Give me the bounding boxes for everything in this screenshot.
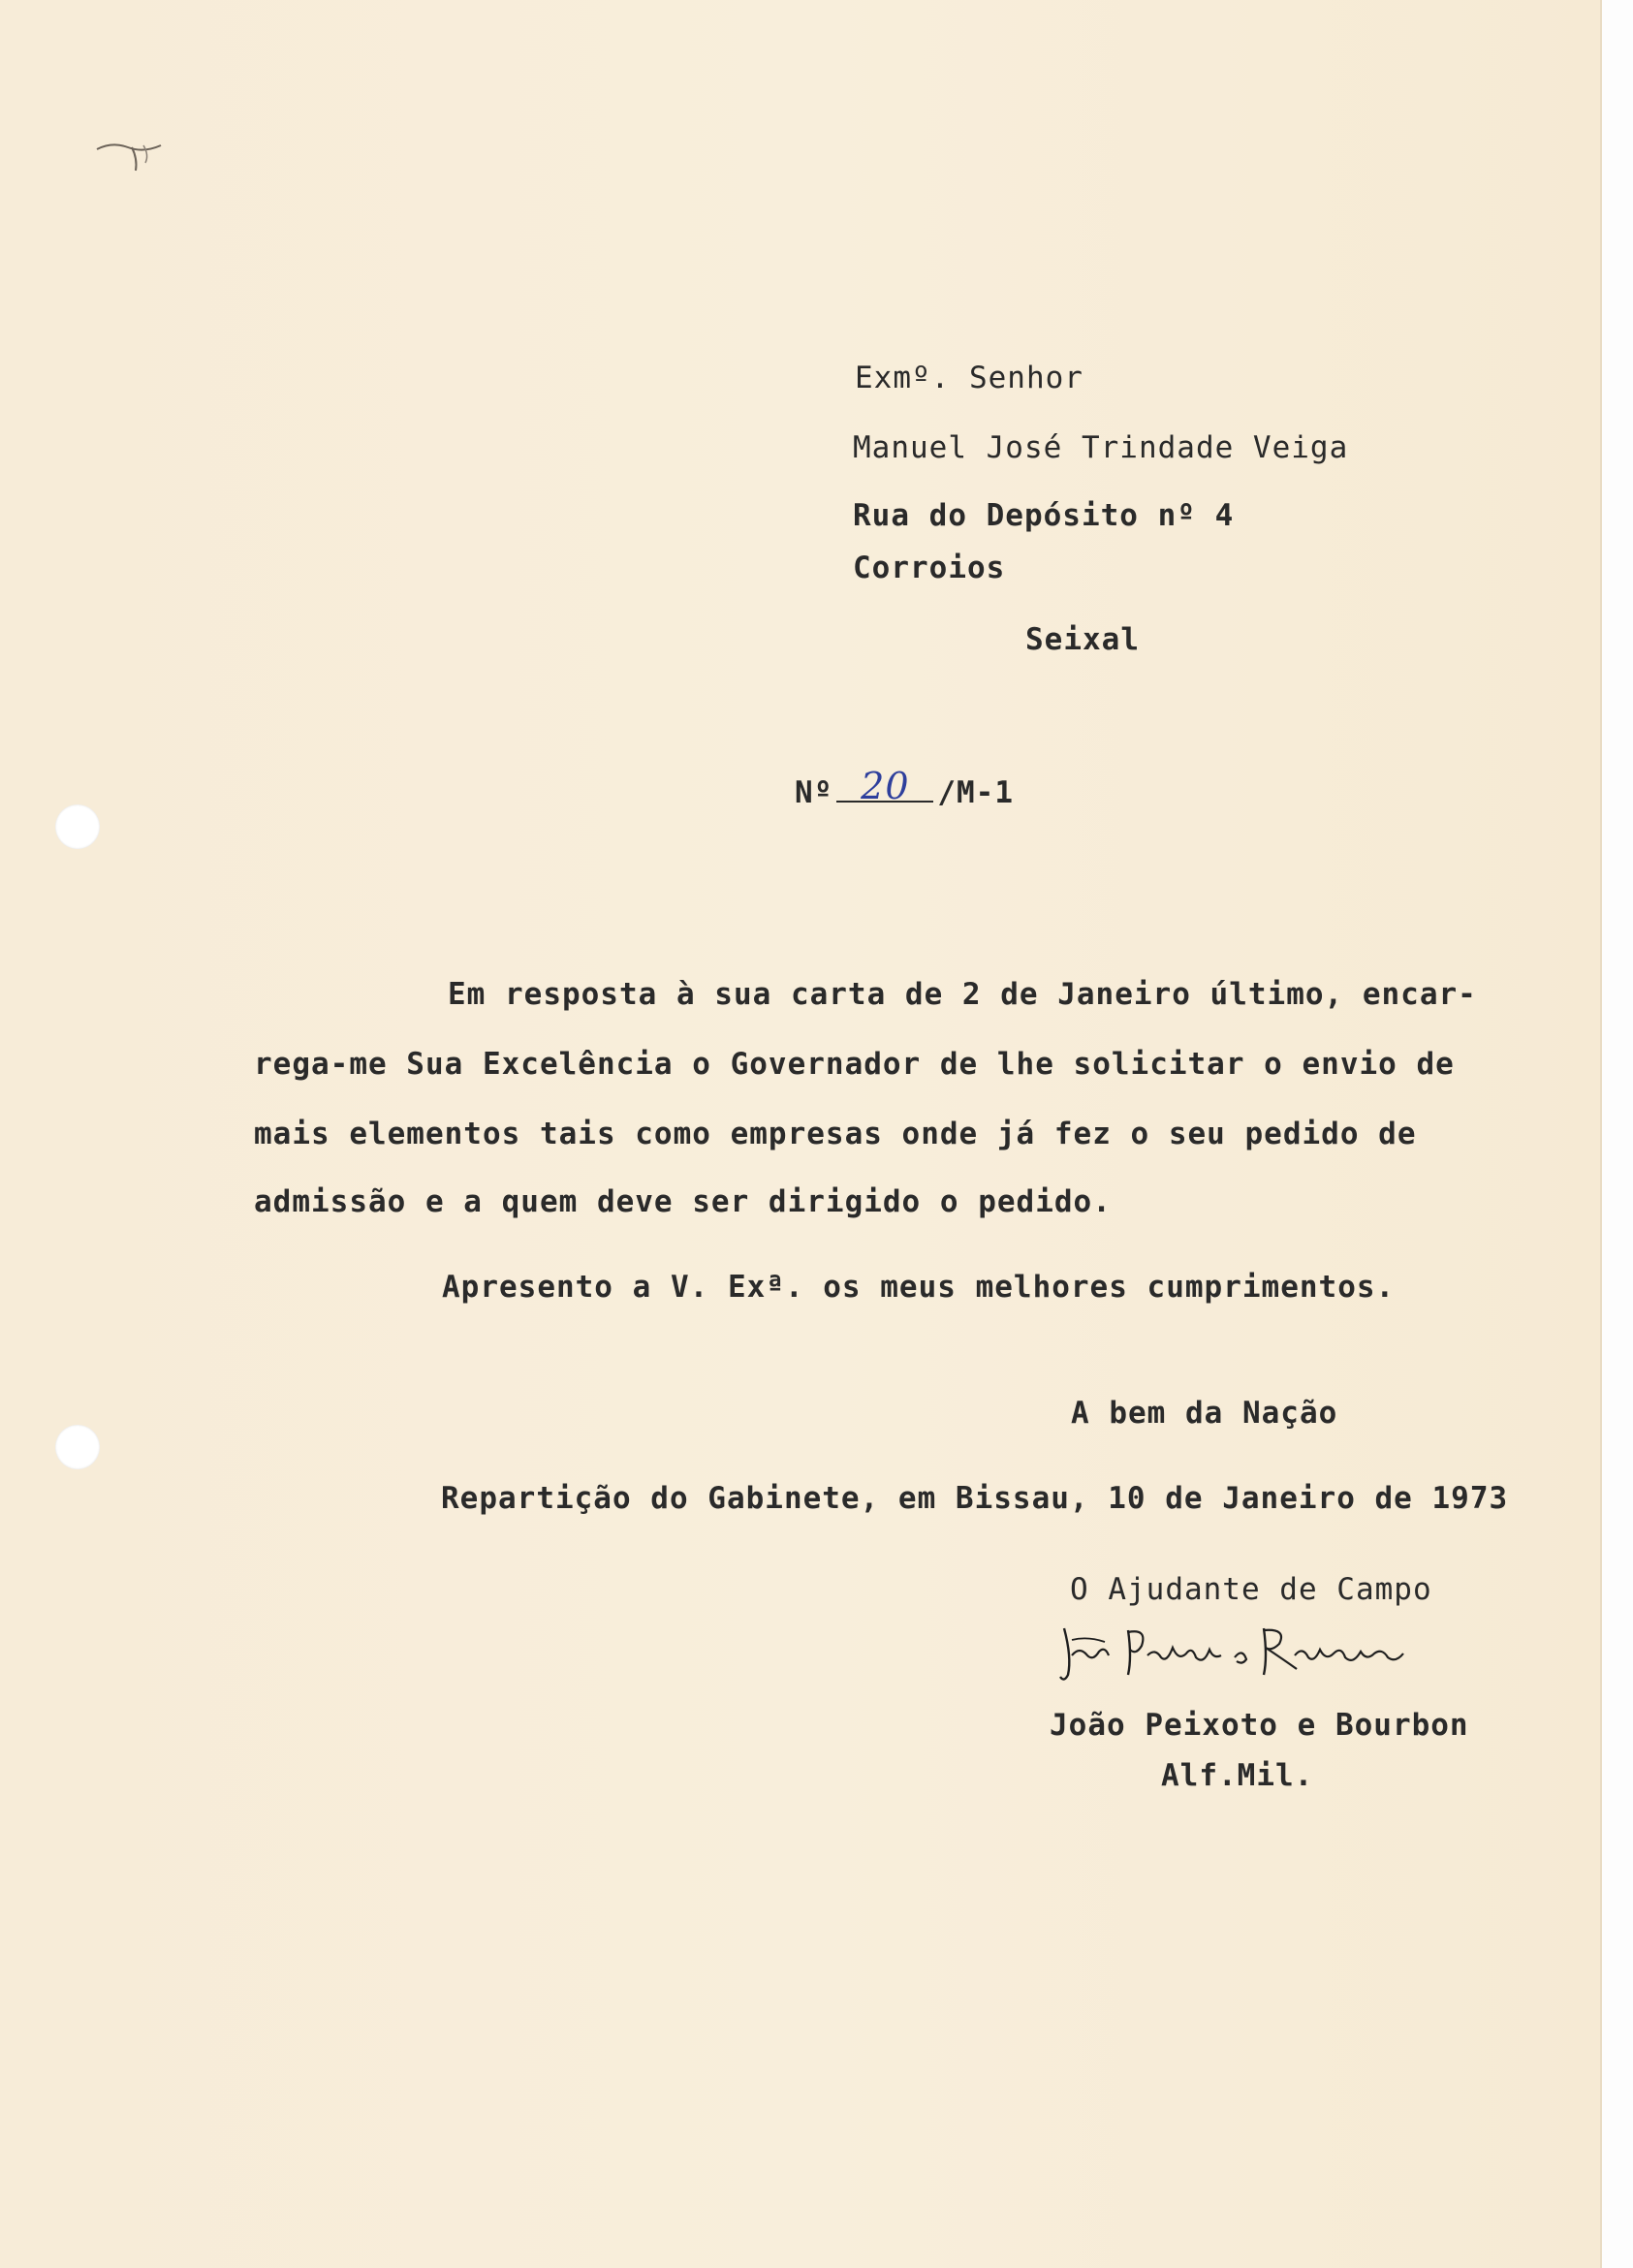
body-line: Em resposta à sua carta de 2 de Janeiro último, encar- [448, 977, 1477, 1012]
recipient-name: Manuel José Trindade Veiga [853, 430, 1349, 465]
body-line: rega-me Sua Excelência o Governador de lhe solicitar o envio de [254, 1047, 1455, 1082]
recipient-salutation: Exmº. Senhor [855, 361, 1083, 395]
handwritten-signature [1058, 1619, 1427, 1686]
page-edge [1600, 0, 1633, 2268]
place-and-date: Repartição do Gabinete, em Bissau, 10 de Janeiro de 1973 [441, 1481, 1509, 1516]
reference-number-handwritten: 20 [836, 772, 933, 803]
body-line: admissão e a quem deve ser dirigido o pedido. [254, 1184, 1112, 1219]
punch-hole [55, 804, 100, 849]
signatory-title: O Ajudante de Campo [1070, 1572, 1432, 1607]
signatory-name: João Peixoto e Bourbon [1050, 1708, 1469, 1743]
reference-number-line [795, 765, 1014, 810]
reference-prefix: Nº [795, 775, 833, 810]
paper-blemish [93, 138, 180, 186]
punch-hole [55, 1425, 100, 1469]
body-greeting: Apresento a V. Exª. os meus melhores cumprimentos. [442, 1270, 1396, 1305]
recipient-locality: Corroios [853, 551, 1006, 585]
signatory-rank: Alf.Mil. [1161, 1758, 1314, 1793]
recipient-street: Rua do Depósito nº 4 [853, 498, 1235, 533]
recipient-city: Seixal [1025, 622, 1140, 657]
reference-suffix: /M-1 [937, 775, 1014, 810]
body-line: mais elementos tais como empresas onde já fez o seu pedido de [254, 1117, 1417, 1151]
closing-phrase: A bem da Nação [1071, 1396, 1338, 1431]
